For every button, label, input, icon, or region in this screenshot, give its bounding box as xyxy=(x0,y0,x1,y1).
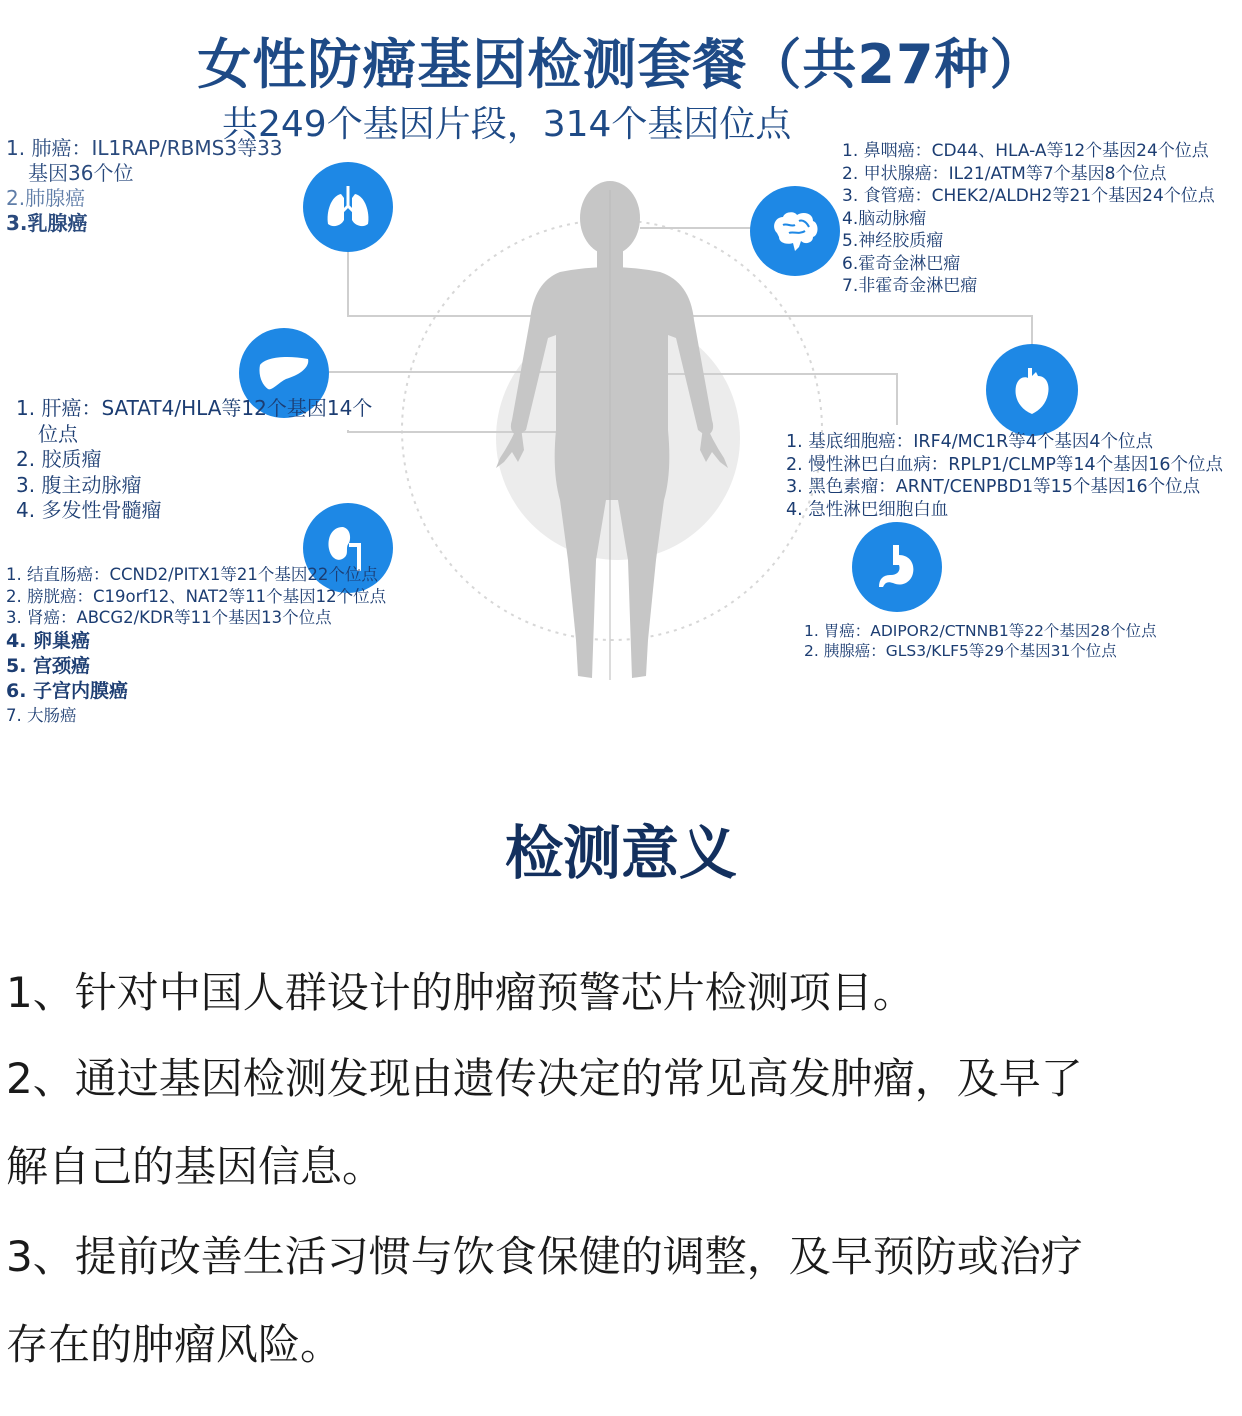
kidney-item-3: 3. 肾癌：ABCG2/KDR等11个基因13个位点 xyxy=(6,608,332,627)
kidney-item-5: 5. 宫颈癌 xyxy=(6,654,91,677)
paragraph-line-5: 存在的肿瘤风险。 xyxy=(6,1320,343,1369)
liver-group xyxy=(16,396,372,524)
kidney-item-6: 6. 子宫内膜癌 xyxy=(6,679,129,702)
lung-group xyxy=(6,136,283,236)
brain-item-7: 7.非霍奇金淋巴瘤 xyxy=(842,276,978,296)
liver-item-2: 2. 胶质瘤 xyxy=(16,447,102,471)
stomach-icon xyxy=(852,522,942,612)
paragraph-line-4: 3、提前改善生活习惯与饮食保健的调整，及早预防或治疗 xyxy=(6,1232,1083,1281)
kidney-item-1: 1. 结直肠癌：CCND2/PITX1等21个基因22个位点 xyxy=(6,565,378,584)
kidney-group xyxy=(6,564,386,727)
paragraph-line-2: 2、通过基因检测发现由遗传决定的常见高发肿瘤，及早了 xyxy=(6,1054,1083,1103)
heart-group xyxy=(786,431,1223,521)
page-subtitle: 共249个基因片段，314个基因位点 xyxy=(222,104,792,145)
lung-item-1-cont: 基因36个位 xyxy=(28,161,134,185)
heart-item-3: 3. 黑色素瘤：ARNT/CENPBD1等15个基因16个位点 xyxy=(786,477,1201,497)
heart-item-2: 2. 慢性淋巴白血病：RPLP1/CLMP等14个基因16个位点 xyxy=(786,454,1223,475)
liver-item-1-cont: 位点 xyxy=(38,421,78,446)
stomach-group xyxy=(804,622,1157,661)
brain-item-4: 4.脑动脉瘤 xyxy=(842,208,927,229)
liver-item-1: 1. 肝癌：SATAT4/HLA等12个基因14个 xyxy=(16,396,373,420)
stomach-item-1: 1. 胃癌：ADIPOR2/CTNNB1等22个基因28个位点 xyxy=(804,622,1157,640)
brain-icon xyxy=(750,186,840,276)
lung-item-1: 1. 肺癌：IL1RAP/RBMS3等33 xyxy=(6,136,283,160)
kidney-item-2: 2. 膀胱癌：C19orf12、NAT2等11个基因12个位点 xyxy=(6,586,387,606)
brain-item-2: 2. 甲状腺癌：IL21/ATM等7个基因8个位点 xyxy=(842,163,1167,184)
page-title: 女性防癌基因检测套餐（共27种） xyxy=(197,33,1045,96)
lung-icon xyxy=(303,162,393,252)
liver-item-4: 4. 多发性骨髓瘤 xyxy=(16,498,162,522)
brain-item-5: 5.神经胶质瘤 xyxy=(842,231,944,251)
kidney-item-7: 7. 大肠癌 xyxy=(6,705,77,725)
heart-icon xyxy=(986,344,1078,436)
brain-group xyxy=(842,140,1215,298)
stomach-item-2: 2. 胰腺癌：GLS3/KLF5等29个基因31个位点 xyxy=(804,641,1117,660)
lung-item-3: 3.乳腺癌 xyxy=(6,211,88,235)
heart-item-1: 1. 基底细胞癌：IRF4/MC1R等4个基因4个位点 xyxy=(786,432,1154,452)
paragraph-line-3: 解自己的基因信息。 xyxy=(6,1142,385,1191)
heart-item-4: 4. 急性淋巴细胞白血 xyxy=(786,499,949,520)
paragraph-line-1: 1、针对中国人群设计的肿瘤预警芯片检测项目。 xyxy=(6,968,915,1017)
brain-item-6: 6.霍奇金淋巴瘤 xyxy=(842,253,961,274)
lung-item-2: 2.肺腺癌 xyxy=(6,186,86,210)
liver-item-3: 3. 腹主动脉瘤 xyxy=(16,472,142,497)
section-title: 检测意义 xyxy=(504,819,737,887)
brain-item-1: 1. 鼻咽癌：CD44、HLA-A等12个基因24个位点 xyxy=(842,141,1209,161)
brain-item-3: 3. 食管癌：CHEK2/ALDH2等21个基因24个位点 xyxy=(842,186,1215,206)
kidney-item-4: 4. 卵巢癌 xyxy=(6,629,91,652)
